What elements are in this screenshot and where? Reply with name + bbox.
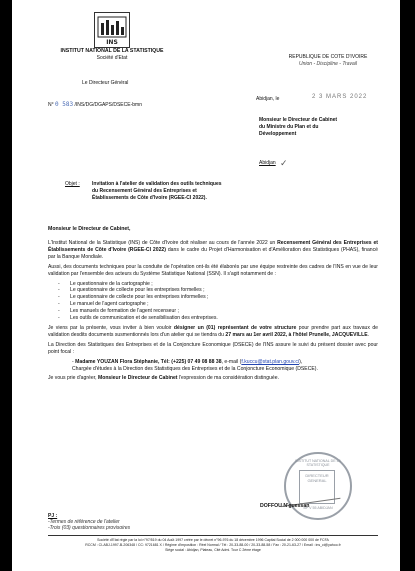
handwritten-check-mark: ✓: [280, 158, 288, 168]
footer-line2: RCCM : CI-ABJ-1997-B-206348 / CC: 9721681 X / Régime d'imposition : Réel Normal / Tél : 20-33-88-00 / 20-33-88-58 / Fax : 20-21-63-27 / Email : ins_ci@yahoo.fr: [85, 543, 341, 547]
paragraph-documents: Aussi, des documents techniques pour la conduite de l'opération ont-ils été élaborés par une équipe restreinte des cadres de l'INS en vue de leur validation par l'ensemble des acteurs du Système Statistique National (SSN). Il s'agit notamment de :: [48, 263, 378, 277]
paragraph-invitation: [48, 325, 378, 339]
list-item: - Les outils de communication et de sensibilisation des entreprises.: [62, 315, 378, 322]
closing-text-a: Je vous prie d'agréer,: [48, 375, 98, 382]
recipient-block: [259, 117, 389, 138]
republic-header: [268, 54, 388, 68]
contact-email-end: ),: [299, 358, 303, 365]
recipient-line3: Développement: [259, 131, 297, 137]
stamp-top-text: INSTITUT NATIONAL DE LA STATISTIQUE: [294, 459, 342, 467]
letter-footer: [48, 538, 378, 553]
recipient-line2: du Ministre du Plan et du: [259, 124, 319, 130]
closing-text-c: l'expression de ma considération distinguée.: [177, 375, 280, 382]
stamp-center-line1: DIRECTEUR: [305, 473, 329, 478]
institute-name: INSTITUT NATIONAL DE LA STATISTIQUE: [60, 48, 164, 54]
place-label: Abidjan, le: [256, 96, 280, 102]
object-text: [92, 181, 292, 202]
list-item: - Le questionnaire de collecte pour les entreprises formelles ;: [62, 287, 378, 294]
stamp-center-line2: GENERAL: [307, 478, 327, 483]
reference-prefix: N°: [48, 102, 54, 108]
p1-text-a: L'Institut National de la Statistique (INS) de Côte d'Ivoire doit réaliser au cours de l'année 2022 un: [48, 240, 278, 246]
recipient-city: Abidjan: [259, 160, 276, 166]
reference-handwritten-number: 0 583: [55, 101, 74, 108]
attachment-item: -Trois (03) questionnaires provisoires: [48, 525, 131, 531]
republic-motto: Union - Discipline - Travail: [299, 61, 357, 67]
p1-text-b: Recensement Général des Entreprises et Établissements de Côte d'Ivoire (RGEE-CI 2022): [48, 240, 379, 253]
director-title: Le Directeur Général: [82, 80, 129, 86]
institute-status: Société d'Etat: [96, 55, 128, 61]
republic-name: REPUBLIQUE DE COTE D'IVOIRE: [288, 54, 368, 60]
date-stamp: 2 3 MARS 2022: [312, 94, 368, 100]
attachments-label: PJ :: [48, 513, 58, 519]
contact-block: - Madame YOUZAN Flora Stéphanie, Tél: (+225) 07 49 08 88 38, e-mail (f.kuccu@stat.plan.gouv.ci), Chargée d'études à la Direction des Statistiques des Entreprises et de la Conjoncture Economique (DSECE).: [72, 358, 318, 372]
object-line3: Établissements de Côte d'Ivoire (RGEE-CI 2022).: [92, 195, 207, 201]
paragraph-focal-point: La Direction des Statistiques des Entreprises et de la Conjoncture Economique (DSECE) de l'INS assure le suivi du présent dossier avec pour point focal :: [48, 341, 378, 355]
letter-page: [12, 0, 400, 571]
p3-text-d: 27 mars au 1er avril 2022, à l'hôtel Prunelle, JACQUEVILLE: [225, 331, 368, 338]
list-item: - Le manuel de l'agent cartographe ;: [62, 301, 378, 308]
contact-role: Chargée d'études à la Direction des Statistiques des Entreprises et de la Conjoncture Economique (DSECE).: [72, 365, 318, 372]
attachments-block: [48, 513, 130, 531]
p3-text-b: désigner un (01) représentant de votre structure: [173, 324, 297, 331]
p3-text-e: .: [367, 331, 370, 338]
stamp-bottom-text: BP V 55 ABIDJAN: [303, 506, 333, 510]
contact-email-label: , e-mail (: [221, 358, 242, 365]
object-line1: Invitation à l'atelier de validation des outils techniques: [92, 181, 222, 187]
p3-text-c: pour prendre part aux travaux de validation desdits documents susmentionnés lors d'un atelier qui se tiendra du: [48, 324, 378, 338]
list-item: - Les manuels de formation de l'agent recenseur ;: [62, 308, 378, 315]
paragraph-intro: [48, 240, 378, 261]
p1-text-c: dans le cadre du Projet d'Harmonisation et d'Amélioration des Statistiques (PHAS), financé par la Banque Mondiale.: [48, 246, 378, 260]
salutation: Monsieur le Directeur de Cabinet,: [48, 226, 131, 232]
list-item: - Le questionnaire de collecte pour les entreprises informelles ;: [62, 294, 378, 301]
p3-text-a: Je viens par la présente, vous inviter à bien vouloir: [48, 324, 174, 331]
contact-phone: , Tél: (+225) 07 49 08 88 38: [157, 358, 222, 365]
footer-line3: Siège social : Abidjan, Plateau, Cité Admi. Tour C 2ème étage: [165, 548, 261, 552]
ins-logo: [94, 12, 130, 48]
ins-logo-icon: [95, 13, 129, 47]
recipient-line1: Monsieur le Directeur de Cabinet: [259, 117, 338, 123]
institute-header: [52, 48, 172, 62]
footer-line1: Société d'Etat régie par la loi n°97/519 du 04 Août 1997 créée par le décret n°96-976 du 18 décembre 1996 Capital Social de 2 000 000 000 de FCFA: [97, 538, 329, 542]
footer-divider: [48, 535, 378, 536]
official-stamp: [284, 452, 352, 520]
contact-email-link[interactable]: f.kuccu@stat.plan.gouv.ci: [241, 358, 300, 365]
object-label: Objet :: [65, 181, 80, 187]
object-line2: du Recensement Général des Entreprises et: [92, 188, 197, 194]
attachment-item: -Termes de référence de l'atelier: [48, 519, 120, 525]
reference-number: [48, 101, 142, 108]
signatory-name: DOFFOU N'guessan: [260, 503, 310, 509]
list-item: - Le questionnaire de la cartographie ;: [62, 281, 378, 288]
letter-body: [48, 240, 378, 385]
svg-text:INS: INS: [106, 39, 118, 46]
closing-text-b: Monsieur le Directeur de Cabinet: [97, 375, 178, 382]
contact-name: Madame YOUZAN Flora Stéphanie: [75, 358, 158, 365]
paragraph-closing: [48, 375, 378, 382]
reference-suffix: /INS/DG/DGAPS/DSECE-bmn: [74, 102, 142, 108]
documents-list: [62, 281, 378, 322]
